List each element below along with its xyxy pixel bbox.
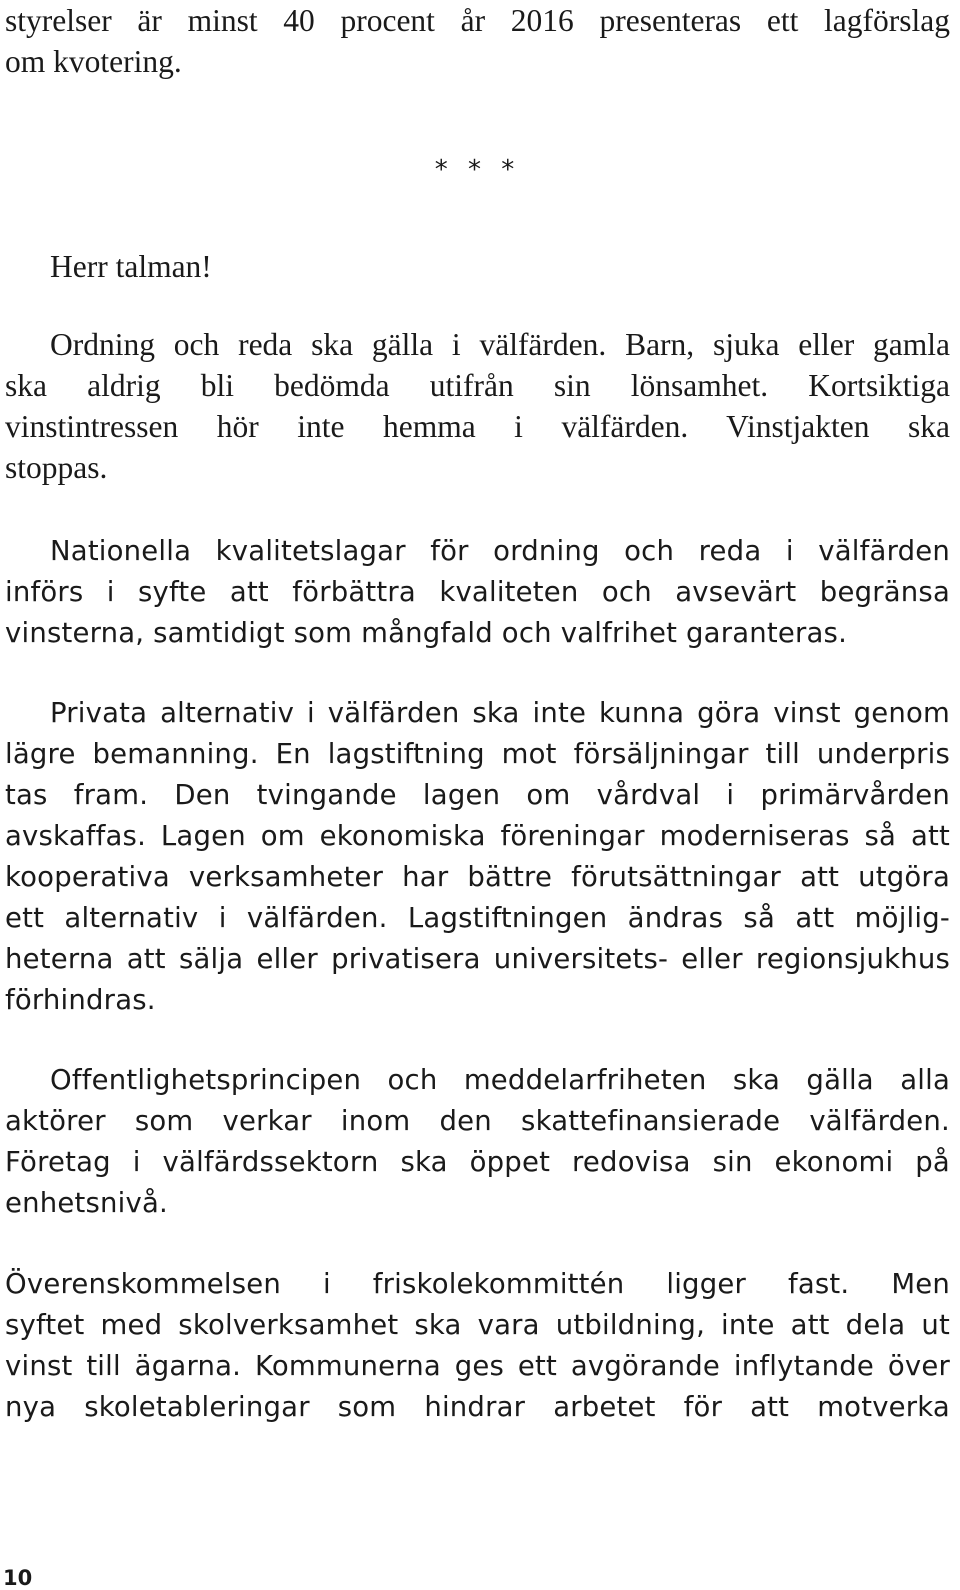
p5-line-1: Överenskommelsen i friskolekommittén ligger fast. Men bbox=[5, 1268, 950, 1300]
page-number: 10 bbox=[3, 1566, 33, 1590]
p3-line-7: heterna att sälja eller privatisera universitets- eller regionsjukhus bbox=[5, 943, 950, 975]
section-separator: * * * bbox=[434, 155, 521, 185]
p3-line-8: förhindras. bbox=[5, 984, 156, 1016]
p1-line-2: ska aldrig bli bedömda utifrån sin lönsamhet. Kortsiktiga bbox=[5, 368, 950, 403]
paragraph-3 bbox=[5, 693, 950, 1021]
p4-line-1: Offentlighetsprincipen och meddelarfriheten ska gälla alla bbox=[50, 1064, 950, 1096]
p3-line-6: ett alternativ i välfärden. Lagstiftningen ändras så att möjlig- bbox=[5, 902, 950, 934]
intro-paragraph bbox=[5, 0, 950, 82]
p5-line-4: nya skoletableringar som hindrar arbetet för att motverka bbox=[5, 1391, 950, 1423]
p4-line-4: enhetsnivå. bbox=[5, 1187, 168, 1219]
p2-line-2: införs i syfte att förbättra kvaliteten och avsevärt begränsa bbox=[5, 576, 950, 608]
paragraph-5 bbox=[5, 1264, 950, 1428]
p1-line-3: vinstintressen hör inte hemma i välfärden. Vinstjakten ska bbox=[5, 409, 950, 444]
p3-line-1: Privata alternativ i välfärden ska inte kunna göra vinst genom bbox=[50, 697, 950, 729]
p3-line-4: avskaffas. Lagen om ekonomiska föreningar moderniseras så att bbox=[5, 820, 950, 852]
p3-line-3: tas fram. Den tvingande lagen om vårdval i primärvården bbox=[5, 779, 950, 811]
paragraph-2 bbox=[5, 531, 950, 654]
p4-line-2: aktörer som verkar inom den skattefinansierade välfärden. bbox=[5, 1105, 950, 1137]
intro-line-2: om kvotering. bbox=[5, 44, 182, 79]
intro-line-1: styrelser är minst 40 procent år 2016 presenteras ett lagförslag bbox=[5, 3, 950, 38]
p1-line-1: Ordning och reda ska gälla i välfärden. Barn, sjuka eller gamla bbox=[50, 327, 950, 362]
paragraph-1 bbox=[5, 324, 950, 488]
paragraph-4 bbox=[5, 1060, 950, 1224]
p2-line-1: Nationella kvalitetslagar för ordning och reda i välfärden bbox=[50, 535, 950, 567]
p5-line-3: vinst till ägarna. Kommunerna ges ett avgörande inflytande över bbox=[5, 1350, 950, 1382]
p5-line-2: syftet med skolverksamhet ska vara utbildning, inte att dela ut bbox=[5, 1309, 950, 1341]
greeting bbox=[5, 246, 950, 287]
p3-line-2: lägre bemanning. En lagstiftning mot försäljningar till underpris bbox=[5, 738, 950, 770]
p3-line-5: kooperativa verksamheter har bättre förutsättningar att utgöra bbox=[5, 861, 950, 893]
p2-line-3: vinsterna, samtidigt som mångfald och valfrihet garanteras. bbox=[5, 617, 848, 649]
p4-line-3: Företag i välfärdssektorn ska öppet redovisa sin ekonomi på bbox=[5, 1146, 950, 1178]
greeting-text: Herr talman! bbox=[50, 249, 212, 284]
p1-line-4: stoppas. bbox=[5, 450, 108, 485]
